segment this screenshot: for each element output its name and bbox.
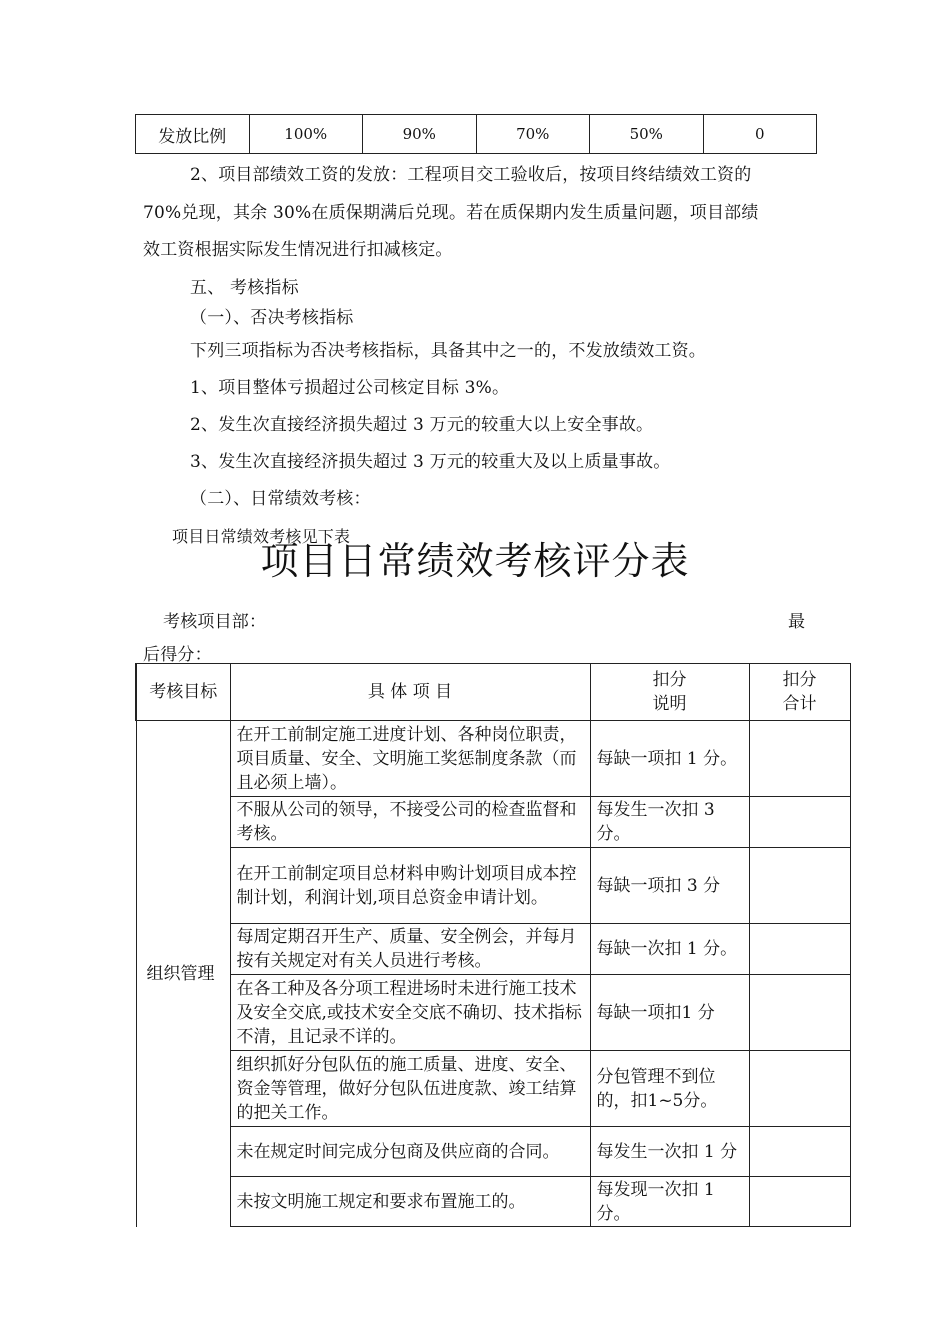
item-cell: 组织抓好分包队伍的施工质量、进度、安全、资金等管理，做好分包队伍进度款、竣工结算的把关工作。 — [230, 1051, 590, 1127]
header-total — [749, 664, 850, 721]
item-cell: 在各工种及各分项工程进场时未进行施工技术及安全交底,或技术安全交底不确切、技术指标不清，且记录不详的。 — [230, 975, 590, 1051]
table-row — [136, 1177, 850, 1227]
category-cell: 组织管理 — [136, 721, 230, 1227]
final-score-label-part2: 后得分： — [143, 645, 212, 665]
paragraph-line: 2、项目部绩效工资的发放：工程项目交工验收后，按项目终结绩效工资的 — [190, 165, 752, 185]
ratio-label: 发放比例 — [136, 115, 250, 154]
deduction-cell: 每发生一次扣 1 分 — [590, 1127, 749, 1177]
item-cell: 在开工前制定施工进度计划、各种岗位职责，项目质量、安全、文明施工奖惩制度条款（而且必须上墙）。 — [230, 721, 590, 797]
deduction-cell: 分包管理不到位的，扣1~5分。 — [590, 1051, 749, 1127]
table-row — [136, 1127, 850, 1177]
list-item: 2、发生次直接经济损失超过 3 万元的较重大以上安全事故。 — [190, 415, 654, 435]
item-cell: 在开工前制定项目总材料申购计划项目成本控制计划，利润计划,项目总资金申请计划。 — [230, 848, 590, 924]
total-cell — [749, 797, 850, 848]
header-deduction-line2: 说明 — [652, 694, 687, 714]
header-goal: 考核目标 — [136, 664, 230, 721]
total-cell — [749, 1051, 850, 1127]
subsection-heading: （一）、否决考核指标 — [190, 308, 354, 328]
dept-label: 考核项目部： — [163, 612, 267, 632]
table-row — [136, 721, 850, 797]
item-cell: 未在规定时间完成分包商及供应商的合同。 — [230, 1127, 590, 1177]
header-item: 具 体 项 目 — [230, 664, 590, 721]
item-cell: 未按文明施工规定和要求布置施工的。 — [230, 1177, 590, 1227]
paragraph-line: 下列三项指标为否决考核指标，具备其中之一的，不发放绩效工资。 — [190, 341, 706, 361]
header-deduction — [590, 664, 749, 721]
item-cell: 不服从公司的领导，不接受公司的检查监督和考核。 — [230, 797, 590, 848]
score-table-title: 项目日常绩效考核评分表 — [260, 539, 690, 583]
table-row — [136, 1051, 850, 1127]
list-item: 1、项目整体亏损超过公司核定目标 3%。 — [190, 378, 510, 398]
deduction-cell: 每缺一次扣 1 分。 — [590, 924, 749, 975]
deduction-cell: 每缺一项扣 1 分。 — [590, 721, 749, 797]
header-total-line1: 扣分 — [782, 670, 817, 690]
table-row — [136, 975, 850, 1051]
table-row — [136, 848, 850, 924]
table-row — [136, 924, 850, 975]
ratio-value: 50% — [590, 115, 704, 154]
ratio-value: 100% — [249, 115, 363, 154]
table-reference-note: 项目日常绩效考核见下表 — [172, 527, 351, 546]
paragraph-line: 70%兑现，其余 30%在质保期满后兑现。若在质保期内发生质量问题，项目部绩 — [143, 203, 759, 223]
total-cell — [749, 1127, 850, 1177]
ratio-value: 90% — [363, 115, 477, 154]
ratio-value: 70% — [476, 115, 590, 154]
list-item: 3、发生次直接经济损失超过 3 万元的较重大及以上质量事故。 — [190, 452, 671, 472]
score-table — [135, 663, 851, 1227]
item-cell: 每周定期召开生产、质量、安全例会，并每月按有关规定对有关人员进行考核。 — [230, 924, 590, 975]
ratio-value: 0 — [703, 115, 817, 154]
deduction-cell: 每发现一次扣 1 分。 — [590, 1177, 749, 1227]
deduction-cell: 每缺一项扣 3 分 — [590, 848, 749, 924]
section-heading: 五、 考核指标 — [190, 278, 299, 298]
total-cell — [749, 924, 850, 975]
deduction-cell: 每发生一次扣 3 分。 — [590, 797, 749, 848]
header-total-line2: 合计 — [782, 694, 817, 714]
final-score-label-part1: 最 — [788, 612, 806, 632]
deduction-cell: 每缺一项扣1 分 — [590, 975, 749, 1051]
paragraph-line: 效工资根据实际发生情况进行扣减核定。 — [143, 240, 453, 260]
total-cell — [749, 721, 850, 797]
payout-ratio-table — [135, 114, 817, 154]
total-cell — [749, 1177, 850, 1227]
table-row — [136, 115, 817, 154]
total-cell — [749, 975, 850, 1051]
header-deduction-line1: 扣分 — [652, 670, 687, 690]
total-cell — [749, 848, 850, 924]
table-row — [136, 797, 850, 848]
subsection-heading: （二）、日常绩效考核： — [190, 489, 371, 509]
table-header-row — [136, 664, 850, 721]
